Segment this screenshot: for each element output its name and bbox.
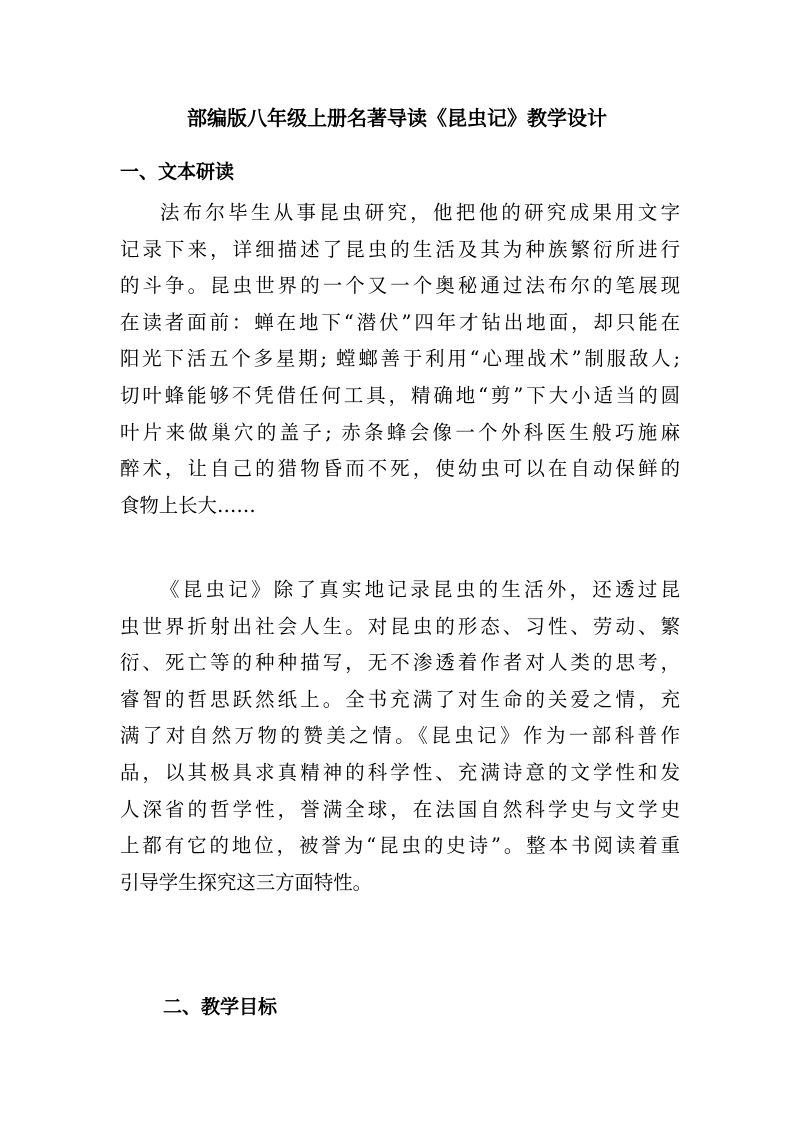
paragraph-line: 醉术，让自己的猎物昏而不死，使幼虫可以在自动保鲜的 — [120, 457, 680, 481]
paragraph-line: 满了对自然万物的赞美之情。《昆虫记》作为一部科普作 — [120, 724, 680, 748]
paragraph-line: 人深省的哲学性，誉满全球，在法国自然科学史与文学史 — [120, 797, 680, 821]
paragraph-line: 虫世界折射出社会人生。对昆虫的形态、习性、劳动、繁 — [120, 614, 680, 638]
paragraph-1 — [120, 195, 680, 524]
paragraph-line: 上都有它的地位，被誉为“昆虫的史诗”。整本书阅读着重 — [120, 834, 680, 858]
section-heading-teaching-goals: 二、教学目标 — [163, 996, 278, 1018]
paragraph-line: 的斗争。昆虫世界的一个又一个奥秘通过法布尔的笔展现 — [120, 274, 680, 298]
paragraph-line: 切叶蜂能够不凭借任何工具，精确地“剪”下大小适当的圆 — [120, 383, 680, 407]
paragraph-line: 睿智的哲思跃然纸上。全书充满了对生命的关爱之情，充 — [120, 687, 680, 711]
paragraph-line: 引导学生探究这三方面特性。 — [120, 870, 373, 894]
paragraph-line: 叶片来做巢穴的盖子; 赤条蜂会像一个外科医生般巧施麻 — [120, 420, 680, 444]
paragraph-2 — [120, 572, 680, 901]
section-heading-text-study: 一、文本研读 — [120, 161, 235, 183]
paragraph-line: 阳光下活五个多星期; 螳螂善于利用“心理战术”制服敌人; — [120, 347, 680, 371]
paragraph-line: 品，以其极具求真精神的科学性、充满诗意的文学性和发 — [120, 760, 680, 784]
paragraph-line: 记录下来，详细描述了昆虫的生活及其为种族繁衍所进行 — [120, 237, 680, 261]
paragraph-line: 《昆虫记》除了真实地记录昆虫的生活外，还透过昆 — [160, 578, 680, 601]
paragraph-line: 法布尔毕生从事昆虫研究，他把他的研究成果用文字 — [160, 201, 680, 224]
document-title: 部编版八年级上册名著导读《昆虫记》教学设计 — [187, 106, 607, 130]
paragraph-line: 在读者面前：蝉在地下“潜伏”四年才钻出地面，却只能在 — [120, 310, 680, 334]
paragraph-line: 衍、死亡等的种种描写，无不渗透着作者对人类的思考， — [120, 651, 680, 675]
paragraph-line: 食物上长大…… — [120, 493, 256, 517]
